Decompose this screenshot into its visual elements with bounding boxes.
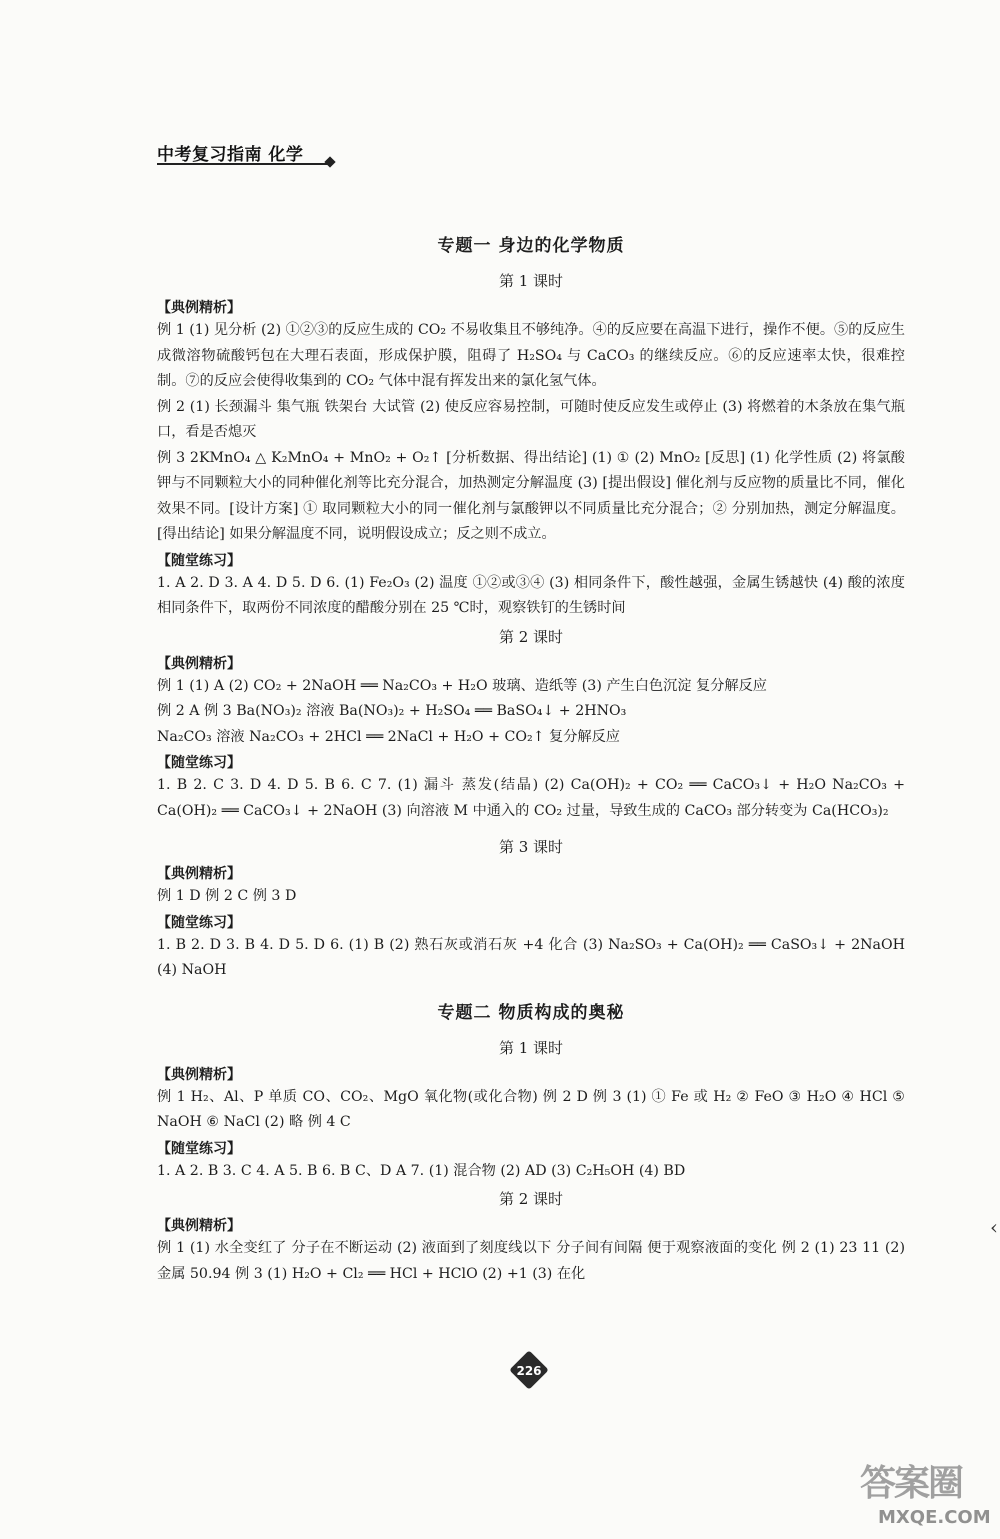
book-header: 中考复习指南 化学 [157, 145, 304, 165]
block-label: 【随堂练习】 [157, 914, 241, 931]
section-2 [157, 998, 905, 1288]
answer-content [157, 225, 905, 1287]
section-1 [157, 231, 905, 984]
lesson-title: 第 1 课时 [498, 272, 564, 290]
answer-paragraph: 例 3 2KMnO₄ △ K₂MnO₄ + MnO₂ + O₂↑ [分析数据、得出结论] (1) ① (2) MnO₂ [反思] (1) 化学性质 (2) 将氯酸钾与不同颗粒大小的同种催化剂等比充分混合，加热测定分解温度 (3) [提出假设] 催化剂与反应物的质量比不同，催化效果不同。[设计方案] ① 取同颗粒大小的同一催化剂与氯酸钾以不同质量比充分混合；② 分别加热，测定分解温度。[得出结论] 如果分解温度不同，说明假设成立；反之则不成立。 [157, 449, 905, 542]
lesson-title: 第 3 课时 [498, 838, 564, 856]
lesson-title: 第 2 课时 [498, 1190, 564, 1208]
section-title: 专题二 物质构成的奥秘 [437, 1002, 625, 1023]
answer-paragraph: Na₂CO₃ 溶液 Na₂CO₃ + 2HCl ══ 2NaCl + H₂O + CO₂↑ 复分解反应 [157, 728, 620, 745]
answer-paragraph: 1. A 2. B 3. C 4. A 5. B 6. B C、D A 7. (1) 混合物 (2) AD (3) C₂H₅OH (4) BD [157, 1162, 686, 1179]
block-label: 【典例精析】 [157, 655, 241, 672]
answer-paragraph: 例 1 D 例 2 C 例 3 D [157, 888, 297, 904]
block-label: 【典例精析】 [157, 300, 241, 316]
header-diamond-icon [324, 156, 335, 167]
answer-paragraph: 例 1 (1) 水全变红了 分子在不断运动 (2) 液面到了刻度线以下 分子间有间隔 便于观察液面的变化 例 2 (1) 23 11 (2) 金属 50.94 例 3 (1) H₂O + Cl₂ ══ HCl + HClO (2) +1 (3) 在化 [157, 1240, 905, 1282]
watermark-en: MXQE.COM [878, 1507, 991, 1528]
block-label: 【典例精析】 [157, 1066, 241, 1083]
page-number: 226 [516, 1364, 542, 1378]
answer-paragraph: 例 1 (1) A (2) CO₂ + 2NaOH ══ Na₂CO₃ + H₂O 玻璃、造纸等 (3) 产生白色沉淀 复分解反应 [157, 677, 767, 694]
block-label: 【随堂练习】 [157, 1140, 241, 1157]
block-label: 【典例精析】 [157, 866, 241, 882]
watermark-logo [860, 1455, 990, 1535]
block-label: 【典例精析】 [157, 1218, 241, 1234]
answer-paragraph: 例 2 A 例 3 Ba(NO₃)₂ 溶液 Ba(NO₃)₂ + H₂SO₄ ══ BaSO₄↓ + 2HNO₃ [157, 703, 627, 719]
lesson-title: 第 1 课时 [498, 1038, 564, 1057]
answer-paragraph: 例 1 H₂、Al、P 单质 CO、CO₂、MgO 氧化物(或化合物) 例 2 D 例 3 (1) ① Fe 或 H₂ ② FeO ③ H₂O ④ HCl ⑤ NaOH ⑥ NaCl (2) 略 例 4 C [157, 1088, 905, 1130]
page-number-badge [505, 1358, 553, 1384]
block-label: 【随堂练习】 [157, 755, 241, 771]
answer-paragraph: 例 1 (1) 见分析 (2) ①②③的反应生成的 CO₂ 不易收集且不够纯净。④的反应要在高温下进行，操作不便。⑤的反应生成微溶物硫酸钙包在大理石表面，形成保护膜，阻碍了 H₂SO₄ 与 CaCO₃ 的继续反应。⑥的反应速率太快，很难控制。⑦的反应会使得收集到的 CO₂ 气体中混有挥发出来的氯化氢气体。 [157, 322, 905, 389]
lesson-title: 第 2 课时 [498, 627, 564, 646]
answer-paragraph: 1. B 2. C 3. D 4. D 5. B 6. C 7. (1) 漏斗 蒸发(结晶) (2) Ca(OH)₂ + CO₂ ══ CaCO₃↓ + H₂O Na₂CO₃ + Ca(OH)₂ ══ CaCO₃↓ + 2NaOH (3) 向溶液 M 中通入的 CO₂ 过量，导致生成的 CaCO₃ 部分转变为 Ca(HCO₃)₂ [157, 777, 905, 819]
watermark-cn: 答案圈 [860, 1463, 963, 1504]
header-underline [157, 163, 329, 165]
edge-mark-icon: ‹ [990, 1215, 998, 1239]
answer-paragraph: 例 2 (1) 长颈漏斗 集气瓶 铁架台 大试管 (2) 使反应容易控制，可随时使反应发生或停止 (3) 将燃着的木条放在集气瓶口，看是否熄灭 [157, 398, 905, 440]
block-label: 【随堂练习】 [157, 552, 241, 569]
answer-paragraph: 1. B 2. D 3. B 4. D 5. D 6. (1) B (2) 熟石灰或消石灰 +4 化合 (3) Na₂SO₃ + Ca(OH)₂ ══ CaSO₃↓ + 2NaOH (4) NaOH [157, 936, 905, 978]
section-title: 专题一 身边的化学物质 [437, 236, 625, 256]
answer-paragraph: 1. A 2. D 3. A 4. D 5. D 6. (1) Fe₂O₃ (2) 温度 ①②或③④ (3) 相同条件下，酸性越强，金属生锈越快 (4) 酸的浓度 相同条件下，取两份不同浓度的醋酸分别在 25 ℃时，观察铁钉的生锈时间 [157, 574, 905, 616]
